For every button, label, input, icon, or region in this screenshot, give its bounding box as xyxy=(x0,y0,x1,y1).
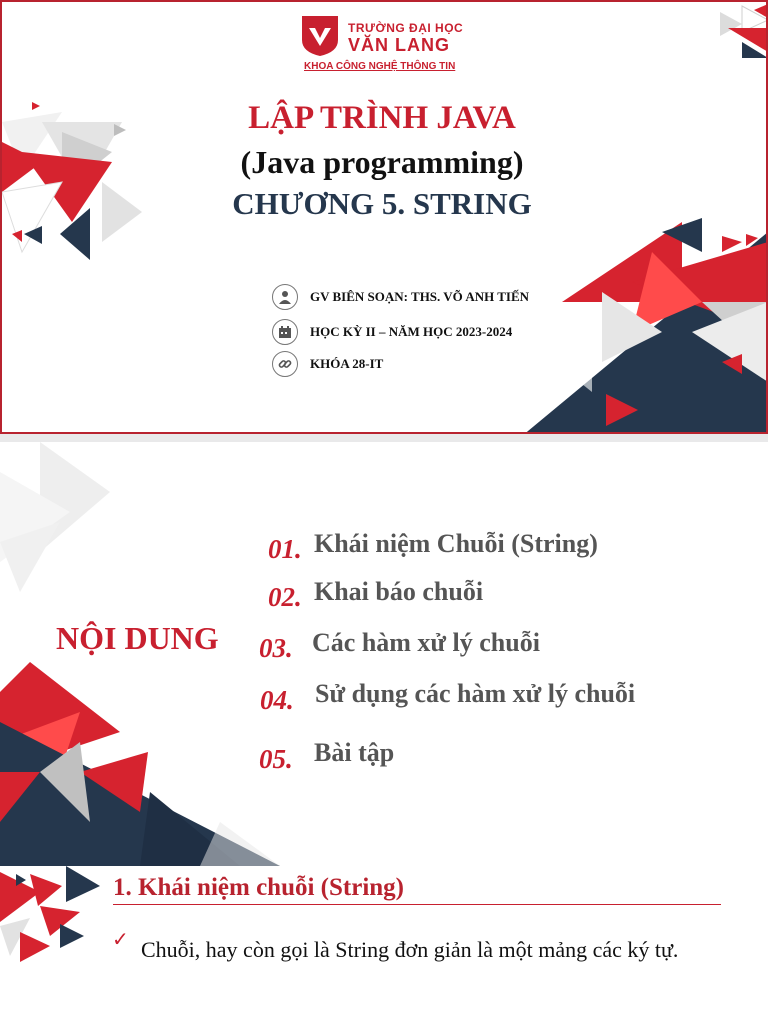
toc-item: Khai báo chuỗi xyxy=(314,577,484,606)
university-logo xyxy=(302,16,338,56)
toc-number: 04. xyxy=(260,685,294,715)
logo-line-1: TRƯỜNG ĐẠI HỌC xyxy=(348,21,464,35)
person-icon xyxy=(272,284,298,310)
semester-text: HỌC KỲ II – NĂM HỌC 2023-2024 xyxy=(310,324,513,339)
author-text: GV BIÊN SOẠN: THS. VÕ ANH TIẾN xyxy=(310,289,530,304)
cohort-row xyxy=(272,351,383,377)
toc-number: 05. xyxy=(259,744,293,774)
course-title: LẬP TRÌNH JAVA xyxy=(248,100,516,136)
link-icon xyxy=(272,351,298,377)
definition-text: Chuỗi, hay còn gọi là String đơn giản là một mảng các ký tự. xyxy=(141,937,679,962)
toc-item: Sử dụng các hàm xử lý chuỗi xyxy=(315,679,636,708)
concept-slide xyxy=(0,866,768,1024)
decorative-triangles xyxy=(0,866,110,966)
cohort-text: KHÓA 28-IT xyxy=(310,356,384,371)
title-underline xyxy=(113,904,721,905)
toc-item: Khái niệm Chuỗi (String) xyxy=(314,529,598,558)
title-slide xyxy=(0,0,768,434)
calendar-icon xyxy=(272,319,298,345)
semester-row xyxy=(272,319,512,345)
faculty-name: KHOA CÔNG NGHỆ THÔNG TIN xyxy=(304,61,456,72)
toc-item: Các hàm xử lý chuỗi xyxy=(312,628,540,657)
toc-item: Bài tập xyxy=(314,738,395,767)
section-title: 1. Khái niệm chuỗi (String) xyxy=(113,874,404,901)
toc-number: 01. xyxy=(268,534,302,564)
author-row xyxy=(272,284,529,310)
logo-line-2: VĂN LANG xyxy=(348,35,450,55)
chapter-title: CHƯƠNG 5. STRING xyxy=(232,186,532,221)
contents-slide xyxy=(0,442,768,866)
contents-heading: NỘI DUNG xyxy=(56,620,219,656)
toc-number: 02. xyxy=(268,582,302,612)
toc-number: 03. xyxy=(259,633,293,663)
course-subtitle: (Java programming) xyxy=(240,144,524,180)
check-icon: ✓ xyxy=(112,927,129,951)
